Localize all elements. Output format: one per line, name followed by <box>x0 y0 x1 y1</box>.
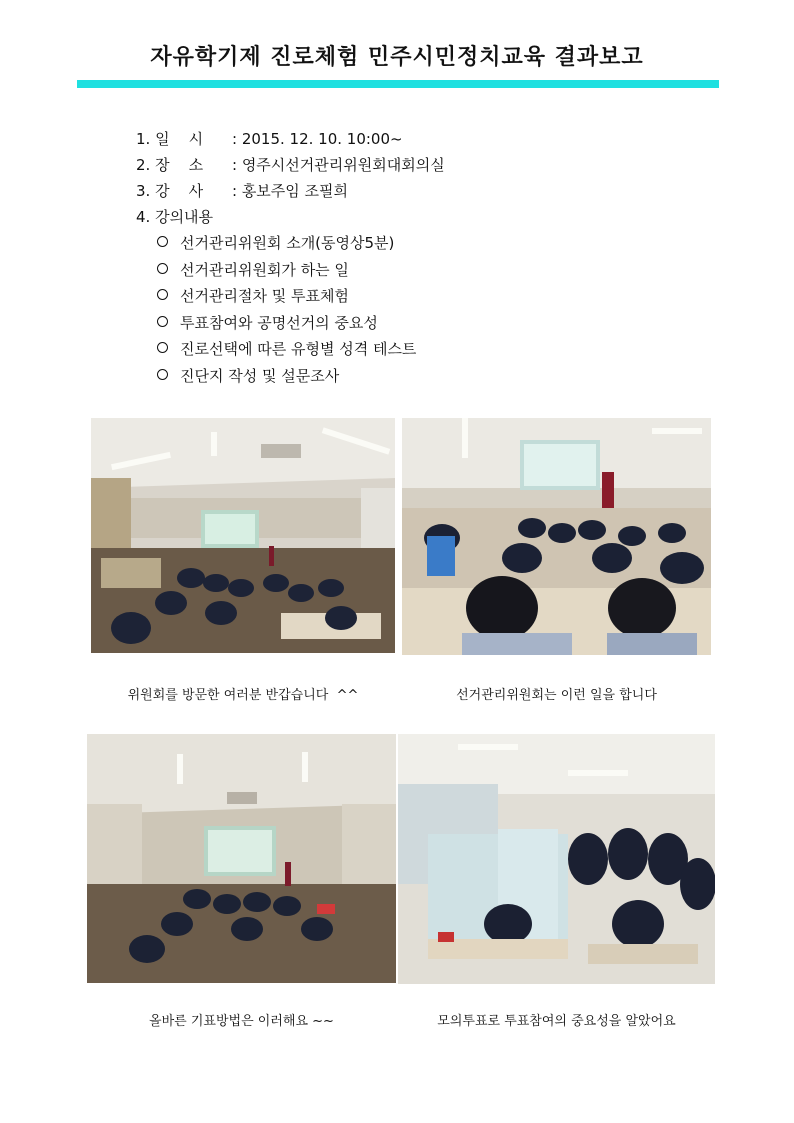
list-item <box>157 363 416 390</box>
list-item-text: 투표참여와 공명선거의 중요성 <box>180 313 378 332</box>
list-item <box>157 257 416 284</box>
photo-mock-voting <box>398 734 715 984</box>
circle-bullet-icon <box>157 236 168 247</box>
photo-presentation <box>402 418 711 655</box>
info-value: : 영주시선거관리위원회대회의실 <box>232 156 445 174</box>
list-item <box>157 283 416 310</box>
caption-photo4: 모의투표로 투표참여의 중요성을 알았어요 <box>437 1014 676 1029</box>
circle-bullet-icon <box>157 316 168 327</box>
info-item-content <box>136 204 445 230</box>
title-underline <box>77 80 719 88</box>
info-item-place <box>136 152 445 178</box>
info-value: : 2015. 12. 10. 10:00~ <box>232 130 403 148</box>
circle-bullet-icon <box>157 342 168 353</box>
caption-photo2: 선거관리위원회는 이런 일을 합니다 <box>456 688 657 703</box>
info-item-date <box>136 126 445 152</box>
circle-bullet-icon <box>157 289 168 300</box>
circle-bullet-icon <box>157 369 168 380</box>
info-value: : 홍보주임 조필희 <box>232 182 349 200</box>
photo-classroom-welcome <box>91 418 395 653</box>
info-item-lecturer <box>136 178 445 204</box>
list-item <box>157 230 416 257</box>
list-item-text: 진로선택에 따른 유형별 성격 테스트 <box>180 340 417 358</box>
photo-voting-method <box>87 734 396 983</box>
list-item-text: 선거관리위원회 소개(동영상5분) <box>180 234 395 252</box>
list-item-text: 선거관리절차 및 투표체험 <box>180 287 349 305</box>
info-label: 4. 강의내용 <box>136 208 214 226</box>
caption-photo1: 위원회를 방문한 여러분 반갑습니다 ^^ <box>127 688 359 703</box>
list-item <box>157 336 416 363</box>
info-list <box>136 126 445 230</box>
caption-photo3: 올바른 기표방법은 이러해요 ~~ <box>149 1014 334 1029</box>
page-title: 자유학기제 진로체험 민주시민정치교육 결과보고 <box>150 45 644 70</box>
info-label: 1. 일 시 <box>136 130 204 148</box>
list-item-text: 진단지 작성 및 설문조사 <box>180 366 340 385</box>
list-item-text: 선거관리위원회가 하는 일 <box>180 260 349 279</box>
list-item <box>157 310 416 337</box>
lecture-content-list <box>157 230 416 389</box>
info-label: 3. 강 사 <box>136 182 204 200</box>
circle-bullet-icon <box>157 263 168 274</box>
info-label: 2. 장 소 <box>136 156 204 174</box>
